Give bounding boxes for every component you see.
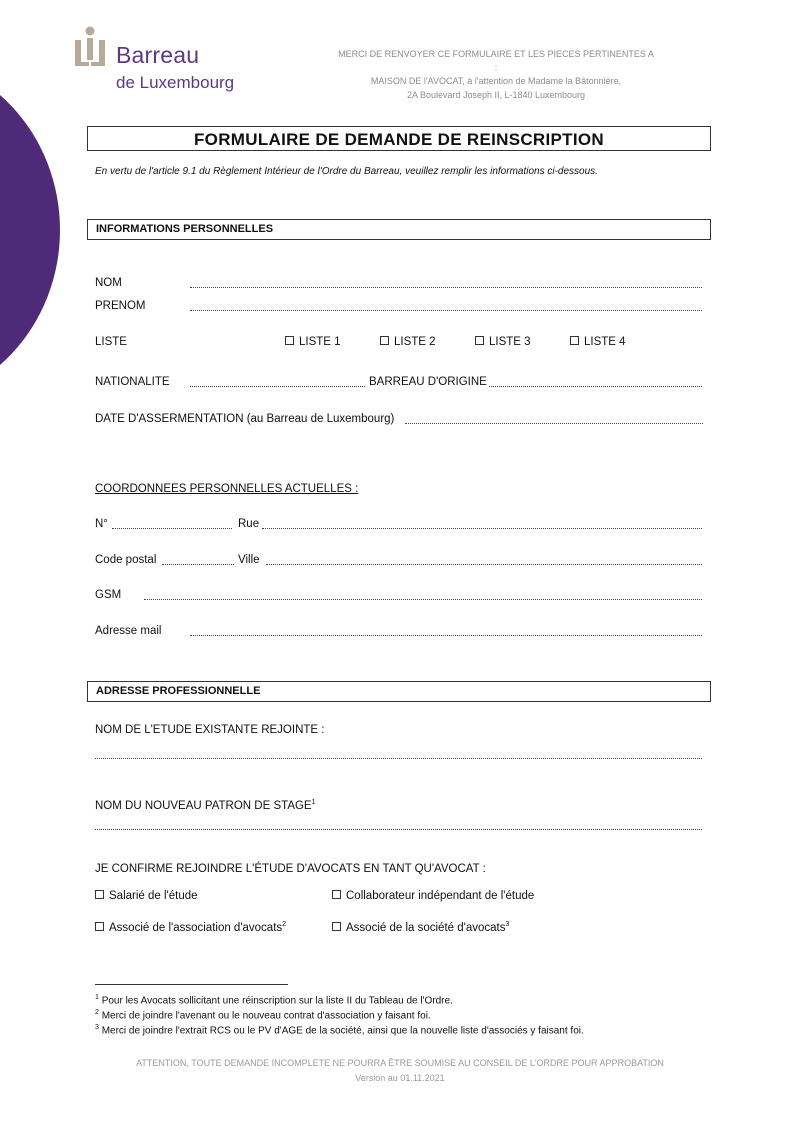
section-heading-coords: COORDONNEES PERSONNELLES ACTUELLES : xyxy=(95,483,359,495)
checkbox-associe-association[interactable] xyxy=(95,918,286,935)
address-line: MERCI DE RENVOYER CE FORMULAIRE ET LES PIECES PERTINENTES A : xyxy=(338,49,654,73)
checkbox-associe-societe[interactable] xyxy=(332,918,509,935)
footnote-text: Pour les Avocats sollicitant une réinscription sur la liste II du Tableau de l'Ordre. xyxy=(101,995,453,1007)
label-adresse-mail: Adresse mail xyxy=(95,625,162,637)
checkbox-liste-4[interactable] xyxy=(570,335,626,349)
checkbox-collaborateur[interactable] xyxy=(332,889,534,903)
field-adresse-mail[interactable] xyxy=(190,632,702,636)
form-title: FORMULAIRE DE DEMANDE DE REINSCRIPTION xyxy=(87,126,711,151)
return-address xyxy=(336,48,656,102)
field-numero[interactable] xyxy=(112,525,232,529)
label-etude: NOM DE L'ETUDE EXISTANTE REJOINTE : xyxy=(95,724,325,736)
field-patron-stage[interactable] xyxy=(95,826,702,830)
footnote-ref: 2 xyxy=(282,921,287,928)
checkbox-label: LISTE 3 xyxy=(489,336,531,348)
section-heading-personal: INFORMATIONS PERSONNELLES xyxy=(87,219,711,240)
logo-text-luxembourg: de Luxembourg xyxy=(116,73,235,92)
field-etude[interactable] xyxy=(95,755,702,759)
field-gsm[interactable] xyxy=(144,596,702,600)
decorative-purple-arc xyxy=(0,55,60,405)
footnote-mark: 3 xyxy=(95,1024,99,1031)
checkbox-liste-2[interactable] xyxy=(380,335,436,349)
field-barreau-origine[interactable] xyxy=(489,383,702,387)
checkbox-label: Salarié de l'étude xyxy=(109,890,198,902)
label-barreau-origine: BARREAU D'ORIGINE xyxy=(369,376,487,388)
field-ville[interactable] xyxy=(266,561,702,565)
checkbox-icon xyxy=(95,922,104,931)
footer-version: Version au 01.11.2021 xyxy=(355,1073,445,1083)
label-patron-stage xyxy=(95,796,316,813)
label-nom: NOM xyxy=(95,277,122,289)
checkbox-liste-1[interactable] xyxy=(285,335,341,349)
footnote-ref: 1 xyxy=(311,799,316,806)
checkbox-label: LISTE 4 xyxy=(584,336,626,348)
footnote-text: Merci de joindre l'extrait RCS ou le PV d'AGE de la société, ainsi que la nouvelle liste d'associés y faisant foi. xyxy=(101,1025,584,1037)
checkbox-icon xyxy=(475,336,484,345)
address-line: 2A Boulevard Joseph II, L-1840 Luxembourg xyxy=(406,89,586,100)
footnote-divider xyxy=(95,984,288,985)
label-date-assermentation: DATE D'ASSERMENTATION (au Barreau de Luxembourg) xyxy=(95,413,395,425)
footer-warning: ATTENTION, TOUTE DEMANDE INCOMPLETE NE POURRA ÊTRE SOUMISE AU CONSEIL DE L'ORDRE POUR APPROBATION xyxy=(136,1058,664,1068)
checkbox-label: Associé de l'association d'avocats xyxy=(109,921,283,934)
label-ville: Ville xyxy=(238,554,260,566)
checkbox-label: Collaborateur indépendant de l'étude xyxy=(346,890,535,902)
label-gsm: GSM xyxy=(95,589,122,601)
checkbox-icon xyxy=(380,336,389,345)
checkbox-icon xyxy=(332,922,341,931)
address-line: MAISON DE l'AVOCAT, à l'attention de Madame la Bâtonnière, xyxy=(370,76,622,86)
field-code-postal[interactable] xyxy=(162,561,234,565)
checkbox-salarie[interactable] xyxy=(95,889,198,903)
section-heading-professional: ADRESSE PROFESSIONNELLE xyxy=(87,681,711,702)
label-code-postal: Code postal xyxy=(95,554,157,566)
form-intro: En vertu de l'article 9.1 du Règlement Intérieur de l'Ordre du Barreau, veuillez remplir les informations ci-dessous. xyxy=(95,166,598,177)
checkbox-label: LISTE 2 xyxy=(394,336,436,348)
checkbox-label: Associé de la société d'avocats xyxy=(346,921,506,934)
footnote-mark: 1 xyxy=(95,994,99,1001)
label-nationalite: NATIONALITE xyxy=(95,376,170,388)
barreau-logo-icon xyxy=(73,26,107,70)
checkbox-label: LISTE 1 xyxy=(299,336,341,348)
field-date-assermentation[interactable] xyxy=(405,420,703,424)
footnote-ref: 3 xyxy=(505,921,510,928)
checkbox-icon xyxy=(95,890,104,899)
checkbox-icon xyxy=(285,336,294,345)
checkbox-liste-3[interactable] xyxy=(475,335,531,349)
label-patron-stage-text: NOM DU NOUVEAU PATRON DE STAGE xyxy=(95,799,312,812)
label-prenom: PRENOM xyxy=(95,300,146,312)
label-confirm: JE CONFIRME REJOINDRE L'ÉTUDE D'AVOCATS EN TANT QU'AVOCAT : xyxy=(95,863,486,875)
checkbox-icon xyxy=(570,336,579,345)
field-rue[interactable] xyxy=(262,525,702,529)
footnote-3 xyxy=(95,1021,584,1038)
footnote-mark: 2 xyxy=(95,1009,99,1016)
field-nationalite[interactable] xyxy=(190,383,365,387)
footnote-text: Merci de joindre l'avenant ou le nouveau contrat d'association y faisant foi. xyxy=(101,1010,431,1022)
field-prenom[interactable] xyxy=(190,307,702,311)
checkbox-icon xyxy=(332,890,341,899)
label-numero: N° xyxy=(95,518,108,530)
logo-text-barreau: Barreau xyxy=(116,42,200,68)
label-liste: LISTE xyxy=(95,336,127,348)
field-nom[interactable] xyxy=(190,284,702,288)
label-rue: Rue xyxy=(238,518,260,530)
